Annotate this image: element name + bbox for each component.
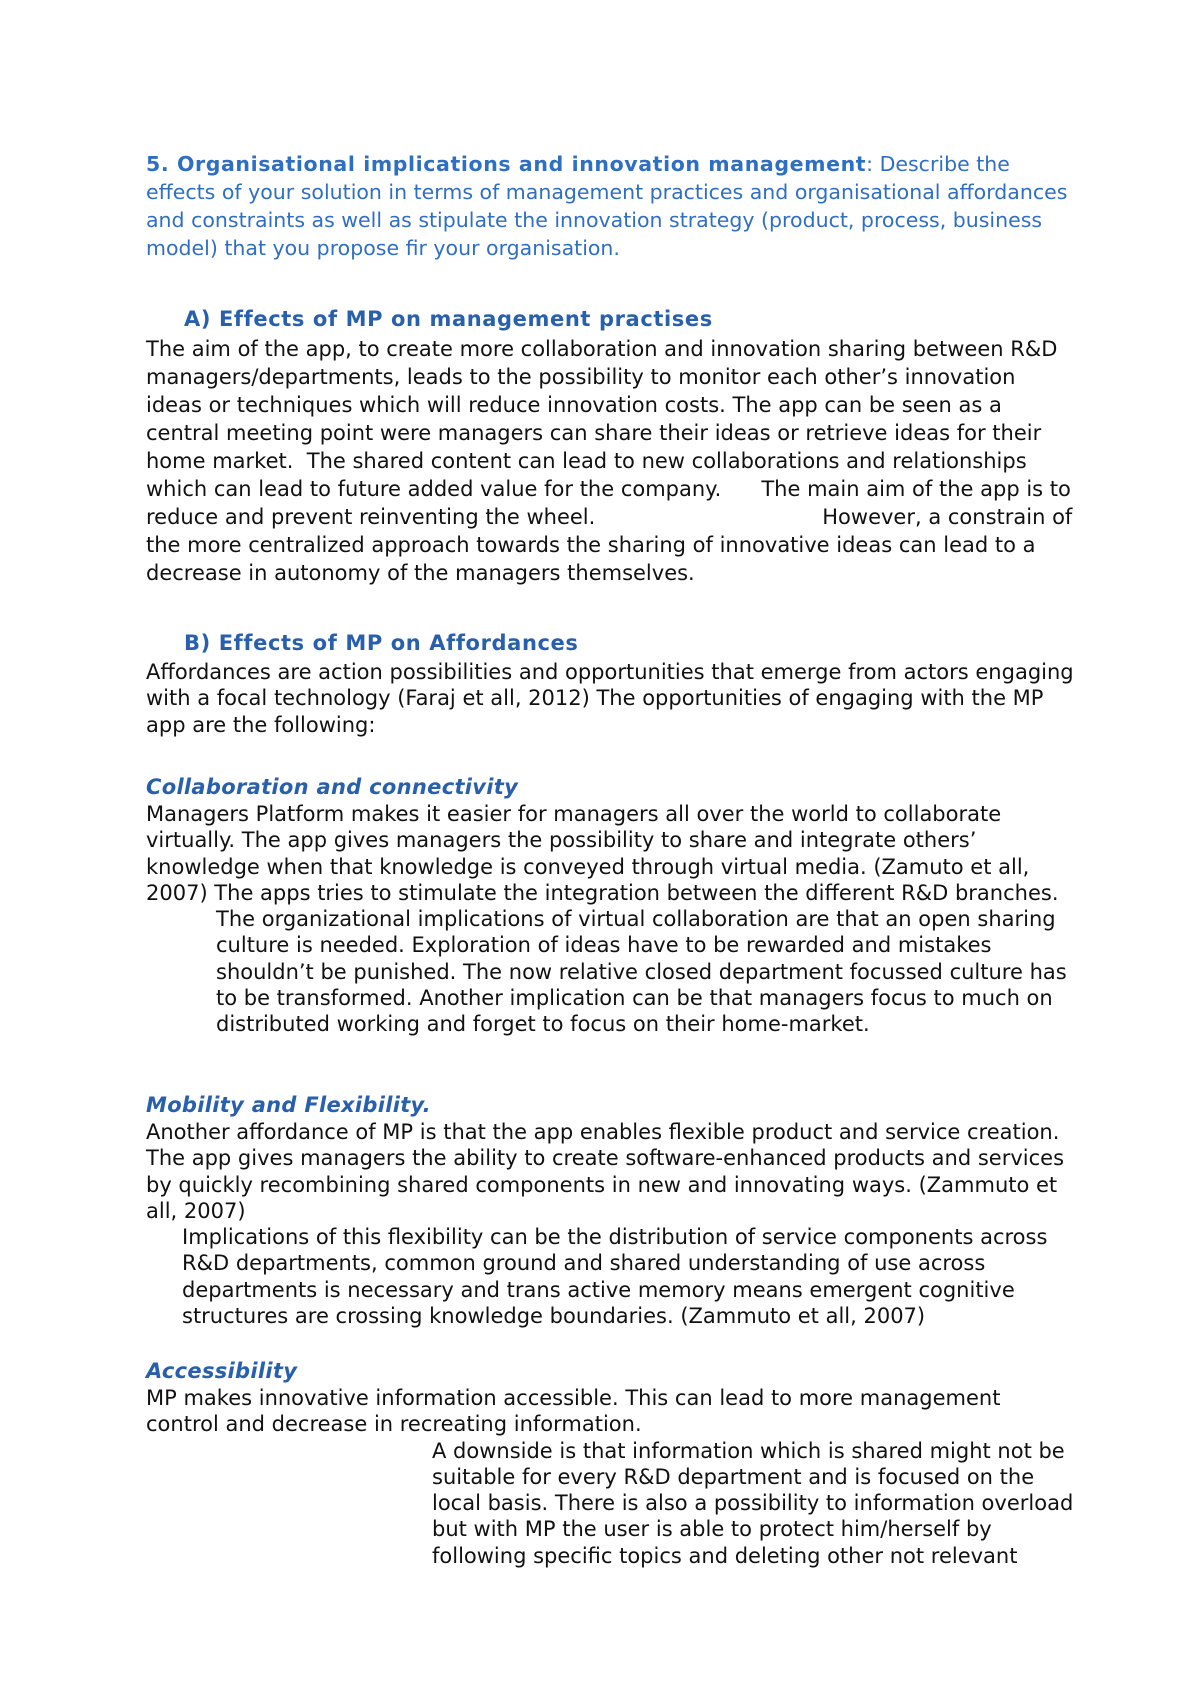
mobility-paragraph-2: Implications of this flexibility can be the distribution of service components across R&D departments, common ground and shared understanding of use across departments is necessary and trans active memory means emergent cognitive structures are crossing knowledge boundaries. (Zammuto et all, 2007) [182,1225,1048,1329]
collaboration-paragraph-1: Managers Platform makes it easier for managers all over the world to collaborate virtually. The app gives managers the possibility to share and integrate others’ knowledge when that knowledge is conveyed through virtual media. (Zamuto et all, 2007) The apps tries to stimulate the integration between the different R&D branches. [146,802,1059,905]
collaboration-body [146,801,1076,1038]
mobility-paragraph-1: Another affordance of MP is that the app enables flexible product and service creation. The app gives managers the ability to create software-enhanced products and services by quickly recombining shared components in new and innovating ways. (Zammuto et all, 2007) [146,1120,1065,1223]
heading-collaboration: Collaboration and connectivity [146,775,519,799]
section-b-body [146,659,1076,738]
section-b-paragraph: Affordances are action possibilities and opportunities that emerge from actors engaging with a focal technology (Faraj et all, 2012) The opportunities of engaging with the MP app are the following: [146,660,1074,737]
mobility-body [146,1119,1076,1329]
accessibility-paragraph-2: A downside is that information which is shared might not be suitable for every R&D department and is focused on the local basis. There is also a possibility to information overload but with MP the user is able to protect him/herself by following specific topics and deleting other not relevant [432,1438,1074,1568]
collaboration-paragraph-2: The organizational implications of virtual collaboration are that an open sharing culture is needed. Exploration of ideas have to be rewarded and mistakes shouldn’t be punished. The now relative closed department focussed culture has to be transformed. Another implication can be that managers focus to much on distributed working and forget to focus on their home-market. [216,907,1067,1037]
section-a-body [146,335,1079,587]
accessibility-paragraph-1: MP makes innovative information accessible. This can lead to more management control and decrease in recreating information. [146,1386,1001,1437]
accessibility-body [146,1385,1076,1569]
heading-mobility: Mobility and Flexibility. [146,1093,431,1117]
heading-b: B) Effects of MP on Affordances [184,631,579,655]
section-a-paragraph: The aim of the app, to create more collaboration and innovation sharing between R&D managers/departments, leads to the possibility to monitor each other’s innovation ideas or techniques which will reduce innovation costs. The app can be seen as a central meeting point were managers can share their ideas or retrieve ideas for their home market. The shared content can lead to new collaborations and relationships which can lead to future added value for the company. The main aim of the app is to reduce and prevent reinventing the wheel. However, a constrain of the more centralized approach towards the sharing of innovative ideas can lead to a decrease in autonomy of the managers themselves. [146,337,1079,585]
section-5-description: : Describe the effects of your solution in terms of management practices and organisational affordances and constraints as well as stipulate the innovation strategy (product, process, business model) that you propose fir your organisation. [146,152,1068,260]
heading-a: A) Effects of MP on management practises [184,307,713,331]
heading-accessibility: Accessibility [146,1359,298,1383]
section-5-intro [146,150,1076,262]
section-5-title: 5. Organisational implications and innovation management [146,152,867,176]
